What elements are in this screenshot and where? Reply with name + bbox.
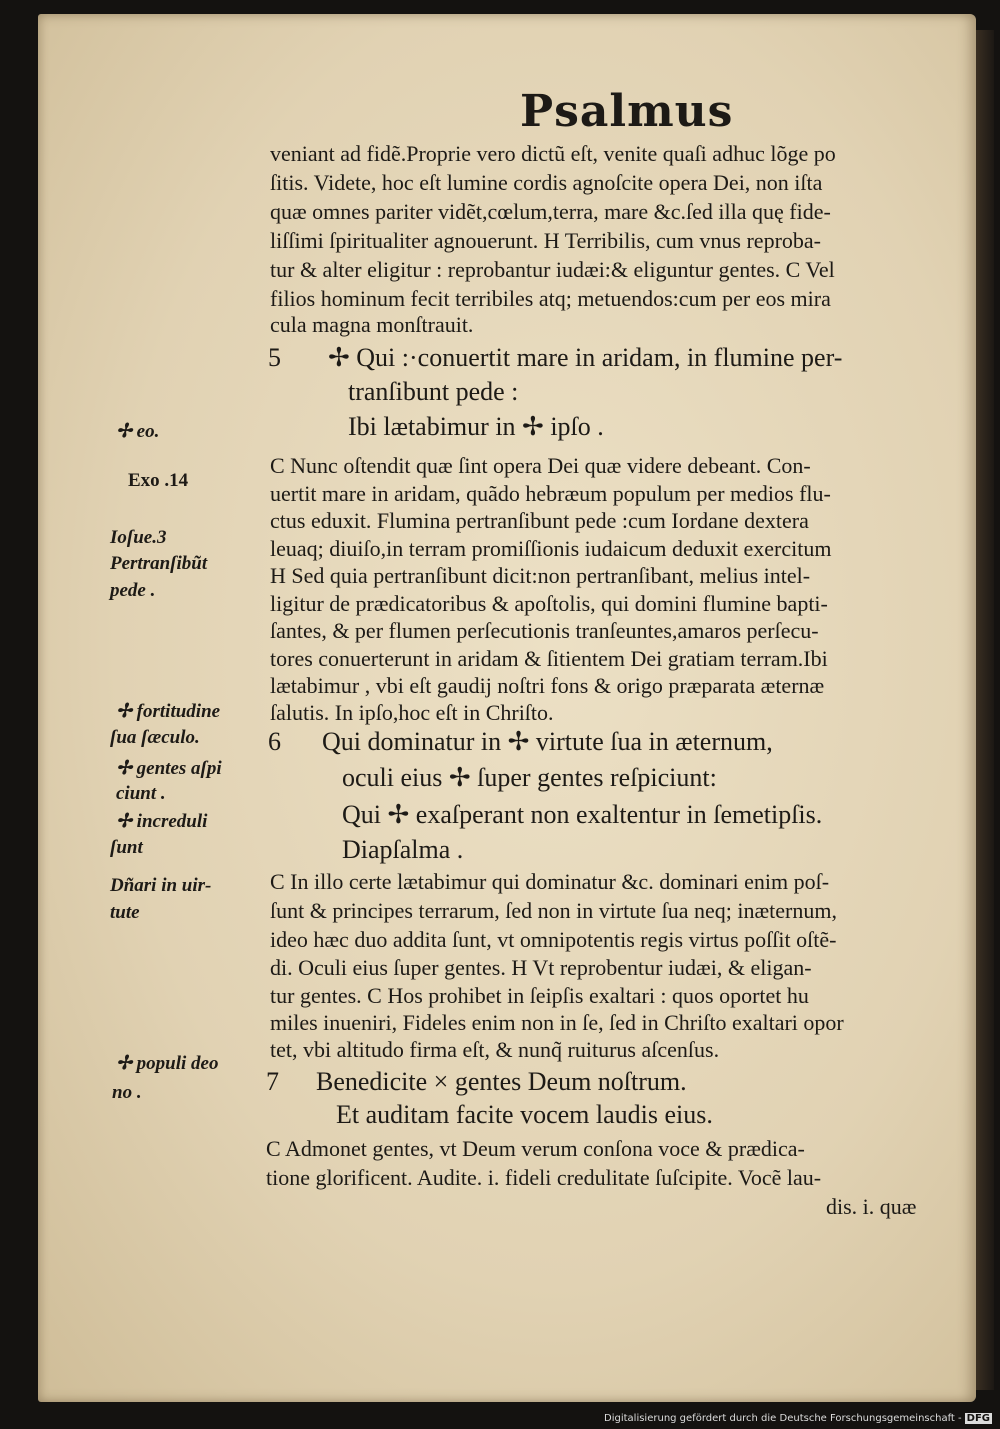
catchword-line: dis. i. quæ [826,1194,917,1219]
margin-note: ciunt . [116,783,166,804]
text-line: C Admonet gentes, vt Deum verum conſona voce & prædica- [266,1136,805,1161]
margin-note: tute [110,902,140,923]
footer-text: Digitalisierung gefördert durch die Deutsche Forschungsgemeinschaft - [604,1413,962,1424]
margin-note: no . [112,1082,142,1103]
margin-note: ✢ populi deo [116,1053,219,1074]
text-line: tur & alter eligitur : reprobantur iudæi:& eliguntur gentes. C Vel [270,257,835,282]
text-line: ſantes, & per flumen perſecutionis tranſeuntes,amaros perſecu- [270,618,819,643]
margin-note: ſua ſæculo. [110,727,200,748]
verse-number: 7 [266,1067,279,1096]
text-line: di. Oculi eius ſuper gentes. H Vt reprobentur iudæi, & eligan- [270,955,812,980]
text-line: cula magna monſtrauit. [270,312,474,337]
footer-credit [604,1413,992,1424]
dfg-logo: DFG [966,1413,990,1424]
text-line: ideo hæc duo addita ſunt, vt omnipotentis regis virtus poſſit oſtẽ- [270,927,837,952]
text-line: liſſimi ſpiritualiter agnouerunt. H Terribilis, cum vnus reproba- [270,228,821,253]
text-line: C Nunc oſtendit quæ ſint opera Dei quæ videre debeant. Con- [270,453,811,478]
verse-line: tranſibunt pede : [348,377,519,406]
page-edge [976,30,994,1390]
text-line: uertit mare in aridam, quãdo hebræum populum per medios flu- [270,481,831,506]
margin-note: Pertranſibũt [110,553,208,574]
text-line: quæ omnes pariter vidẽt,cœlum,terra, mare &c.ſed illa quę fide- [270,199,831,224]
margin-note: ✢ gentes aſpi [116,758,222,779]
text-line: ſitis. Videte, hoc eſt lumine cordis agnoſcite opera Dei, non iſta [270,170,823,195]
margin-note: ✢ increduli [116,811,208,832]
margin-note: ſunt [110,837,143,858]
verse-line: Benedicite × gentes Deum noſtrum. [316,1067,687,1096]
verse-line: Et auditam facite vocem laudis eius. [336,1100,713,1129]
text-line: tur gentes. C Hos prohibet in ſeipſis exaltari : quos oportet hu [270,983,809,1008]
text-line: ligitur de prædicatoribus & apoſtolis, qui domini flumine bapti- [270,591,828,616]
text-line: C In illo certe lætabimur qui dominatur &c. dominari enim poſ- [270,869,830,894]
margin-note: ✢ eo. [116,421,160,442]
text-line: tione glorificent. Audite. i. fideli credulitate ſuſcipite. Vocẽ lau- [266,1165,822,1190]
margin-note: Ioſue.3 [110,527,167,548]
text-line: miles inueniri, Fideles enim non in ſe, ſed in Chriſto exaltari opor [270,1010,844,1035]
text-line: tores conuerterunt in aridam & ſitientem Dei gratiam terram.Ibi [270,646,828,671]
verse-line: Ibi lætabimur in ✢ ipſo . [348,412,604,441]
verse-number: 5 [268,343,281,372]
text-line: tet, vbi altitudo firma eſt, & nunq̃ ruiturus aſcenſus. [270,1037,720,1062]
verse-line: Qui dominatur in ✢ virtute ſua in æternum, [322,727,773,756]
margin-note: Exo .14 [128,470,189,491]
page-header: Psalmus [520,86,734,137]
text-line: lætabimur , vbi eſt gaudij noſtri fons & origo præparata æternæ [270,673,825,698]
margin-note: Dñari in uir- [110,875,212,896]
text-line: leuaq; diuiſo,in terram promiſſionis iudaicum deduxit exercitum [270,536,832,561]
verse-line: oculi eius ✢ ſuper gentes reſpiciunt: [342,763,717,792]
text-line: ſunt & principes terrarum, ſed non in virtute ſua neq; inæternum, [270,898,837,923]
margin-note: ✢ fortitudine [116,701,221,722]
text-line: veniant ad fidẽ.Proprie vero dictũ eſt, venite quaſi adhuc lõge po [270,141,836,166]
margin-note: pede . [110,580,156,601]
text-line: ctus eduxit. Flumina pertranſibunt pede :cum Iordane dextera [270,508,809,533]
verse-line: ✢ Qui :·conuertit mare in aridam, in flumine per- [328,343,843,372]
text-line: H Sed quia pertranſibunt dicit:non pertranſibant, melius intel- [270,563,811,588]
verse-line: Qui ✢ exaſperant non exaltentur in ſemetipſis. [342,800,823,829]
verse-number: 6 [268,727,281,756]
verse-line: Diapſalma . [342,835,464,864]
text-line: filios hominum fecit terribiles atq; metuendos:cum per eos mira [270,286,831,311]
text-line: ſalutis. In ipſo,hoc eſt in Chriſto. [270,700,554,725]
